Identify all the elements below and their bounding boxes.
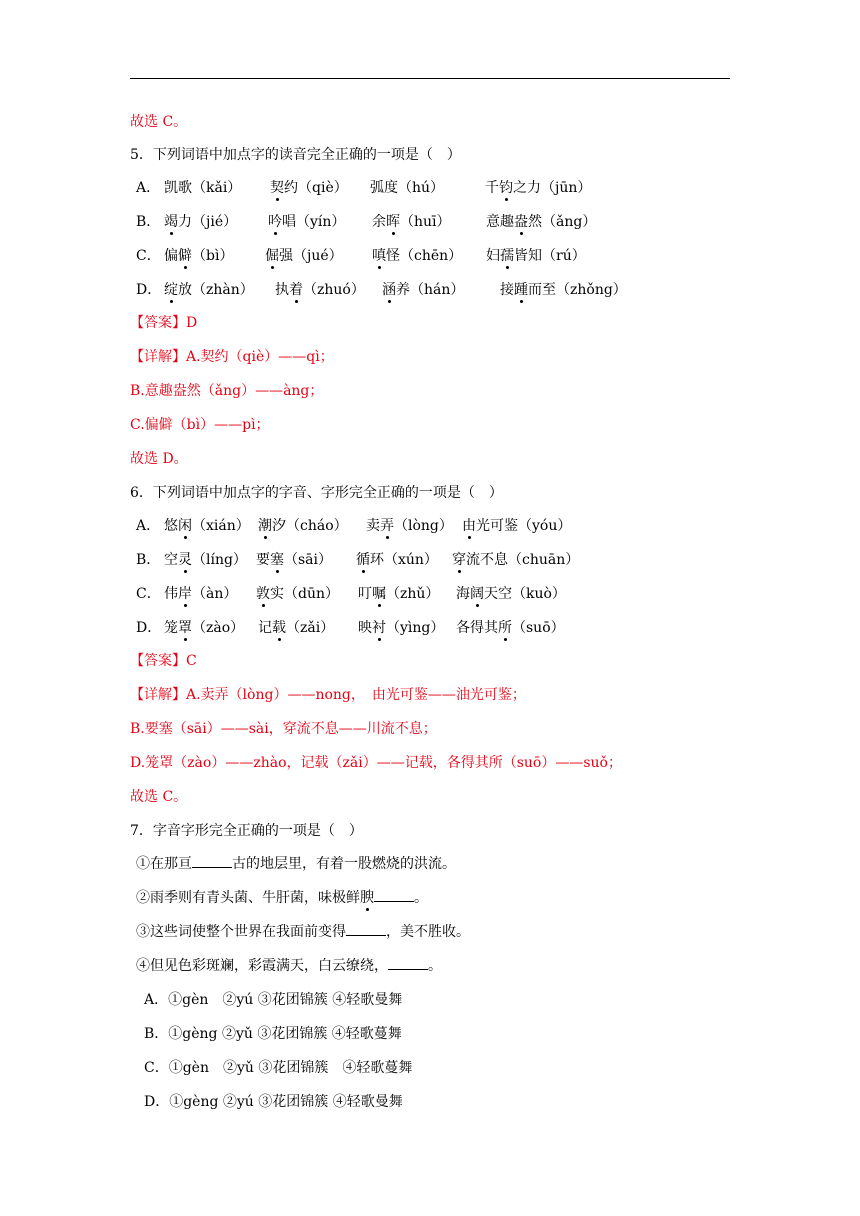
dotted-char: 盎 (514, 214, 528, 230)
dotted-char: 腴 (360, 890, 374, 906)
dotted-char: 由 (462, 518, 476, 534)
option-c-word-1 (164, 584, 237, 604)
detail-label: 【详解】 (130, 349, 186, 365)
dotted-char: 绽 (164, 282, 178, 298)
option-b-word-3 (372, 212, 451, 232)
word-text: 笼 (164, 620, 178, 636)
question-7-sentence-3 (136, 922, 470, 942)
dotted-char: 钧 (499, 180, 513, 196)
fill-blank (374, 889, 414, 902)
question-6-answer: 【答案】C (130, 653, 197, 669)
word-text: 放（zhàn） (178, 282, 254, 298)
option-b-word-2 (256, 550, 332, 570)
sentence-text: ③这些词使整个世界在我面前变得 (136, 924, 346, 940)
option-b-word-3 (356, 550, 438, 570)
option-c-word-2 (256, 584, 339, 604)
question-7-sentence-2 (136, 888, 428, 908)
option-d-word-1 (164, 280, 254, 300)
word-text: 叮 (358, 586, 372, 602)
option-d-word-2 (275, 280, 365, 300)
word-text: （xián） (192, 518, 250, 534)
option-a-word-1 (164, 516, 250, 536)
dotted-char: 敦 (256, 586, 270, 602)
dotted-char: 着 (289, 282, 303, 298)
option-c-word-3 (358, 584, 439, 604)
word-text: （líng） (192, 552, 247, 568)
dotted-char: 弄 (380, 518, 394, 534)
word-text: 皆知（rú） (514, 248, 586, 264)
word-text: （zào） (192, 620, 245, 636)
word-text: 偏 (164, 248, 178, 264)
option-d-word-4 (500, 280, 627, 300)
sentence-text: ①在那亘 (136, 856, 192, 872)
dotted-char: 竭 (164, 214, 178, 230)
word-text: 汐（cháo） (272, 518, 348, 534)
word-text: 海 (456, 586, 470, 602)
option-a-word-3 (370, 178, 444, 198)
word-text: 伟 (164, 586, 178, 602)
header-rule (130, 78, 730, 79)
word-text: （àn） (192, 586, 238, 602)
word-text: 卖 (366, 518, 380, 534)
word-text: 千 (485, 180, 499, 196)
dotted-char: 闲 (178, 518, 192, 534)
option-a-word-2 (270, 178, 348, 198)
q4-conclusion: 故选 C。 (130, 114, 188, 130)
question-6-detail-3: D.笼罩（zào）——zhào，记载（zǎi）——记载，各得其所（suō）——suǒ； (130, 755, 622, 771)
word-text: 弧 (370, 180, 384, 196)
option-a-word-4 (462, 516, 571, 536)
word-text: （huī） (400, 214, 451, 230)
sentence-text: 。 (428, 958, 442, 974)
dotted-char: 踵 (514, 282, 528, 298)
dotted-char: 潮 (258, 518, 272, 534)
sentence-text: 。 (414, 890, 428, 906)
dotted-char: 涵 (382, 282, 396, 298)
option-b-word-4 (452, 550, 579, 570)
option-d-word-1 (164, 618, 244, 638)
word-text: 妇 (486, 248, 500, 264)
dotted-char: 孺 (500, 248, 514, 264)
detail-label: 【详解】 (130, 687, 186, 703)
fill-blank (192, 855, 232, 868)
word-text: （bì） (192, 248, 234, 264)
dotted-char: 阔 (470, 586, 484, 602)
option-c-word-4 (486, 246, 586, 266)
option-b-word-4 (486, 212, 596, 232)
dotted-char: 倔 (265, 248, 279, 264)
word-text: 度（hú） (384, 180, 445, 196)
option-b-label: B． (136, 214, 161, 230)
option-c-label: C． (136, 586, 161, 602)
option-d-word-4 (456, 618, 565, 638)
question-5-conclusion: 故选 D。 (130, 451, 188, 467)
dotted-char: 岸 (178, 586, 192, 602)
option-d-word-3 (358, 618, 444, 638)
dotted-char: 穿 (452, 552, 466, 568)
option-d-word-2 (258, 618, 334, 638)
word-text: 各得其 (456, 620, 498, 636)
option-d-word-3 (382, 280, 464, 300)
word-text: 执 (275, 282, 289, 298)
option-a-label: A． (136, 180, 161, 196)
dotted-char: 契 (270, 180, 284, 196)
dotted-char: 罩 (178, 620, 192, 636)
question-7-option-d: D．①gèng ②yú ③花团锦簇 ④轻歌曼舞 (144, 1094, 403, 1110)
word-text: 天空（kuò） (484, 586, 566, 602)
word-text: 然（ǎng） (528, 214, 597, 230)
option-c-word-4 (456, 584, 566, 604)
option-c-word-1 (164, 246, 233, 266)
word-text: 接 (500, 282, 514, 298)
word-text: （sāi） (284, 552, 333, 568)
word-text: 要 (256, 552, 270, 568)
dotted-char: 衬 (372, 620, 386, 636)
option-b-word-1 (164, 550, 247, 570)
question-5-detail-2: B.意趣盎然（ǎng）——àng； (130, 383, 324, 399)
word-text: （lòng） (394, 518, 453, 534)
dotted-char: 嘱 (372, 586, 386, 602)
word-text: 环（xún） (370, 552, 438, 568)
word-text: 悠 (164, 518, 178, 534)
option-a-word-2 (258, 516, 348, 536)
option-c-word-2 (265, 246, 343, 266)
question-7-option-b: B．①gèng ②yǔ ③花团锦簇 ④轻歌蔓舞 (144, 1026, 402, 1042)
question-6-detail-1 (130, 685, 526, 705)
question-6-conclusion: 故选 C。 (130, 789, 188, 805)
word-text: （zǎi） (286, 620, 335, 636)
dotted-char: 载 (272, 620, 286, 636)
question-6-detail-2: B.要塞（sāi）——sài，穿流不息——川流不息； (130, 721, 437, 737)
dotted-char: 嗔 (372, 248, 386, 264)
sentence-text: 古的地层里，有着一股燃烧的洪流。 (232, 856, 456, 872)
dotted-char: 吟 (268, 214, 282, 230)
word-text: 约（qiè） (284, 180, 348, 196)
word-text: 怪（chēn） (386, 248, 463, 264)
word-text: （zhǔ） (386, 586, 440, 602)
fill-blank (346, 923, 386, 936)
dotted-char: 循 (356, 552, 370, 568)
option-b-label: B． (136, 552, 161, 568)
word-text: 强（jué） (279, 248, 343, 264)
sentence-text: ②雨季则有青头菌、牛肝菌，味极鲜 (136, 890, 360, 906)
option-d-label: D． (136, 620, 162, 636)
option-a-word-4 (485, 178, 591, 198)
question-7-sentence-4 (136, 956, 442, 976)
word-text: 意趣 (486, 214, 514, 230)
option-a-word-1 (164, 178, 241, 198)
word-text: 流不息（chuān） (466, 552, 580, 568)
word-text: 凯 (164, 180, 178, 196)
option-c-label: C． (136, 248, 161, 264)
option-b-word-1 (164, 212, 237, 232)
word-text: 歌（kǎi） (178, 180, 242, 196)
word-text: 实（dūn） (270, 586, 339, 602)
detail-text: A.契约（qiè）——qì； (186, 349, 334, 365)
word-text: 空 (164, 552, 178, 568)
dotted-char: 晖 (386, 214, 400, 230)
option-b-word-2 (268, 212, 345, 232)
question-5-detail-3: C.偏僻（bì）——pì； (130, 417, 270, 433)
dotted-char: 灵 (178, 552, 192, 568)
word-text: 记 (258, 620, 272, 636)
detail-text: A.卖弄（lòng）——nong， 由光可鉴——油光可鉴； (186, 687, 526, 703)
word-text: （yìng） (386, 620, 445, 636)
sentence-text: ④但见色彩斑斓，彩霞满天，白云缭绕， (136, 958, 388, 974)
question-7-stem: 7．字音字形完全正确的一项是（ ） (130, 823, 363, 839)
word-text: 之力（jūn） (513, 180, 592, 196)
dotted-char: 僻 (178, 248, 192, 264)
word-text: 养（hán） (396, 282, 465, 298)
fill-blank (388, 957, 428, 970)
sentence-text: ，美不胜收。 (386, 924, 470, 940)
question-5-detail-1 (130, 347, 334, 367)
word-text: 映 (358, 620, 372, 636)
question-7-option-c: C．①gèn ②yǔ ③花团锦簇 ④轻歌蔓舞 (144, 1060, 413, 1076)
word-text: 余 (372, 214, 386, 230)
option-a-word-3 (366, 516, 453, 536)
word-text: 光可鉴（yóu） (476, 518, 572, 534)
option-d-label: D． (136, 282, 162, 298)
word-text: （zhuó） (303, 282, 365, 298)
question-6-stem: 6．下列词语中加点字的字音、字形完全正确的一项是（ ） (130, 485, 503, 501)
question-5-answer: 【答案】D (130, 315, 198, 331)
word-text: 力（jié） (178, 214, 238, 230)
option-a-label: A． (136, 518, 161, 534)
word-text: 而至（zhǒng） (528, 282, 627, 298)
word-text: （suō） (512, 620, 565, 636)
question-7-sentence-1 (136, 854, 456, 874)
option-c-word-3 (372, 246, 462, 266)
dotted-char: 塞 (270, 552, 284, 568)
question-7-option-a: A．①gèn ②yú ③花团锦簇 ④轻歌曼舞 (144, 992, 403, 1008)
question-5-stem: 5．下列词语中加点字的读音完全正确的一项是（ ） (130, 147, 461, 163)
word-text: 唱（yín） (282, 214, 346, 230)
dotted-char: 所 (498, 620, 512, 636)
